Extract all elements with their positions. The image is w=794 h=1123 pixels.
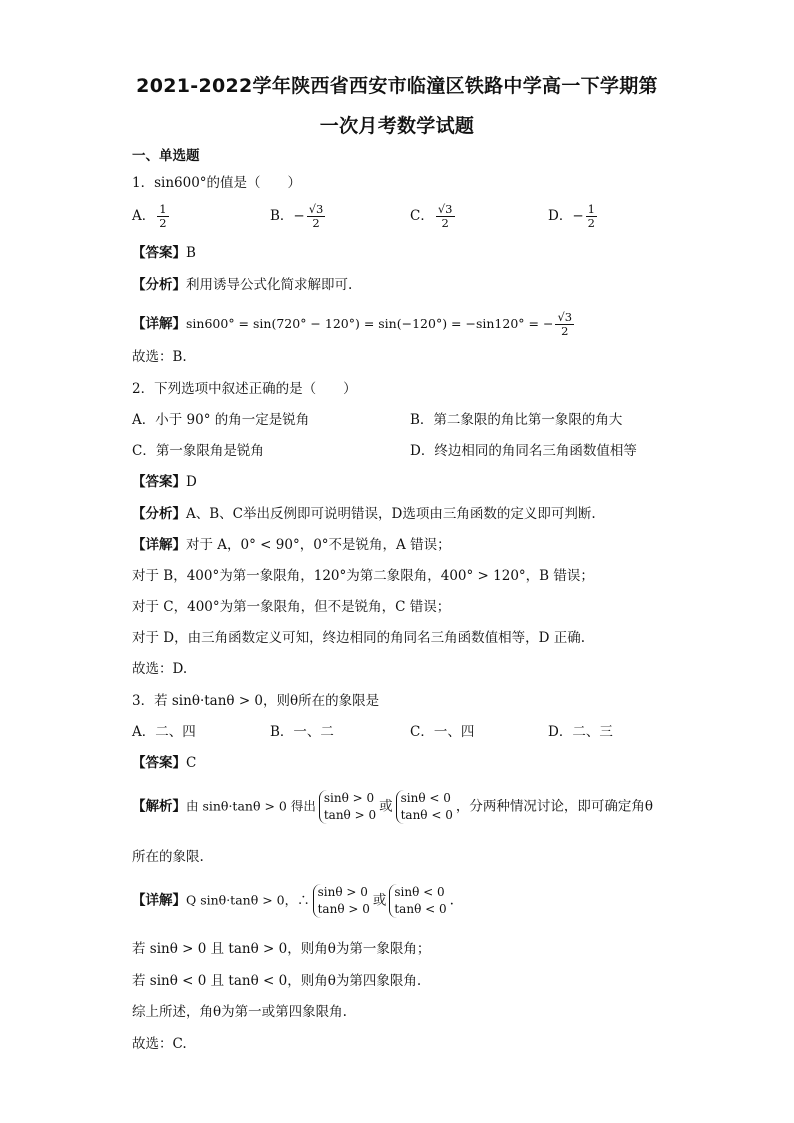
q1-answer bbox=[132, 244, 196, 262]
q2-option-d: D．终边相同的角同名三角函数值相等 bbox=[410, 443, 637, 459]
q1-detail-denominator: 2 bbox=[561, 324, 569, 338]
q3-system1-top: sinθ > 0 bbox=[323, 791, 375, 805]
q3-option-b: B．一、二 bbox=[270, 724, 334, 740]
q3-detail-or: 或 bbox=[372, 892, 387, 909]
q3-system2-top: sinθ < 0 bbox=[400, 791, 451, 805]
q1-option-d-letter: D．− bbox=[548, 208, 584, 224]
q2-option-b: B．第二象限的角比第一象限的角大 bbox=[410, 412, 623, 428]
q1-option-d-denominator: 2 bbox=[587, 216, 595, 230]
q1-option-a-letter: A． bbox=[132, 208, 156, 224]
q2-stem: 2．下列选项中叙述正确的是（ ） bbox=[132, 381, 357, 397]
detail-label: 【详解】 bbox=[132, 892, 186, 909]
q3-detail-system1-bottom: tanθ > 0 bbox=[317, 902, 370, 916]
q1-detail-numerator: √3 bbox=[557, 310, 573, 324]
detail-label: 【详解】 bbox=[132, 537, 186, 553]
q3-detail-system-2 bbox=[389, 884, 446, 918]
q3-answer bbox=[132, 754, 196, 772]
q3-analysis bbox=[132, 790, 653, 824]
q1-analysis bbox=[132, 276, 352, 294]
q1-option-a-numerator: 1 bbox=[159, 202, 167, 216]
q2-detail-line3: 对于 C，400°为第一象限角，但不是锐角，C 错误； bbox=[132, 599, 451, 615]
q2-answer-value: D bbox=[186, 474, 197, 490]
q1-option-d-fraction bbox=[586, 203, 597, 230]
q1-option-c bbox=[410, 203, 457, 230]
q2-detail bbox=[132, 536, 451, 554]
q2-detail-line2: 对于 B，400°为第一象限角，120°为第二象限角，400° > 120°，B 错误； bbox=[132, 568, 594, 584]
q1-detail bbox=[132, 311, 576, 338]
q3-choose-value: C. bbox=[172, 1036, 187, 1052]
q1-option-a-fraction bbox=[157, 203, 168, 230]
q1-answer-value: B bbox=[186, 245, 196, 261]
doc-title-line2: 一次月考数学试题 bbox=[319, 115, 475, 137]
q2-analysis-text: A、B、C举出反例即可说明错误，D选项由三角函数的定义即可判断. bbox=[186, 506, 596, 522]
q3-analysis-system-2 bbox=[396, 790, 453, 824]
q3-detail-system2-top: sinθ < 0 bbox=[394, 885, 445, 899]
q1-option-c-fraction bbox=[436, 203, 455, 230]
answer-label: 【答案】 bbox=[132, 755, 186, 771]
q3-system2-bottom: tanθ < 0 bbox=[400, 808, 453, 822]
detail-label: 【详解】 bbox=[132, 316, 186, 332]
q3-choose bbox=[132, 1035, 187, 1053]
q1-option-d bbox=[548, 203, 599, 230]
section-heading: 一、单选题 bbox=[132, 148, 200, 164]
q1-option-b bbox=[270, 203, 327, 230]
q2-option-a: A．小于 90° 的角一定是锐角 bbox=[132, 412, 310, 428]
q3-detail-system1-top: sinθ > 0 bbox=[317, 885, 368, 899]
q1-option-c-numerator: √3 bbox=[437, 202, 453, 216]
q3-or: 或 bbox=[379, 798, 393, 815]
q3-analysis-line2: 所在的象限. bbox=[132, 849, 204, 865]
choose-label: 故选： bbox=[132, 1036, 173, 1052]
q3-detail bbox=[132, 884, 454, 918]
q2-choose-value: D. bbox=[172, 661, 188, 677]
q3-detail-line3: 综上所述，角θ为第一或第四象限角. bbox=[132, 1004, 347, 1020]
q2-choose bbox=[132, 660, 187, 678]
q3-answer-value: C bbox=[186, 755, 197, 771]
q3-detail-system2-bottom: tanθ < 0 bbox=[394, 902, 447, 916]
answer-label: 【答案】 bbox=[132, 245, 186, 261]
q1-option-d-numerator: 1 bbox=[587, 202, 595, 216]
q2-answer bbox=[132, 473, 197, 491]
q3-system1-bottom: tanθ > 0 bbox=[323, 808, 377, 822]
choose-label: 故选： bbox=[132, 661, 173, 677]
choose-label: 故选： bbox=[132, 349, 173, 365]
q1-option-c-denominator: 2 bbox=[441, 216, 449, 230]
q2-detail-line4: 对于 D，由三角函数定义可知，终边相同的角同名三角函数值相等，D 正确. bbox=[132, 630, 586, 646]
q3-stem: 3．若 sinθ·tanθ > 0，则θ所在的象限是 bbox=[132, 693, 380, 709]
doc-title-line1: 2021-2022学年陕西省西安市临潼区铁路中学高一下学期第 bbox=[136, 75, 658, 97]
q2-detail-line1: 对于 A，0° < 90°，0°不是锐角，A 错误； bbox=[186, 537, 451, 553]
q1-option-b-denominator: 2 bbox=[312, 216, 320, 230]
q3-detail-line1: 若 sinθ > 0 且 tanθ > 0，则角θ为第一象限角； bbox=[132, 941, 431, 957]
q2-option-c: C．第一象限角是锐角 bbox=[132, 443, 264, 459]
q3-analysis-post: ，分两种情况讨论，即可确定角θ bbox=[455, 798, 653, 815]
q1-option-b-numerator: √3 bbox=[308, 202, 324, 216]
q1-detail-expression: sin600° = sin(720° − 120°) = sin(−120°) = −sin120° = − bbox=[186, 316, 554, 331]
q1-analysis-text: 利用诱导公式化简求解即可. bbox=[186, 277, 353, 293]
analysis-label: 【分析】 bbox=[132, 277, 186, 293]
q2-analysis bbox=[132, 505, 596, 523]
q1-option-c-letter: C． bbox=[410, 208, 434, 224]
q1-choose-value: B. bbox=[172, 349, 187, 365]
q3-detail-system-1 bbox=[313, 884, 370, 918]
q3-detail-line2: 若 sinθ < 0 且 tanθ < 0，则角θ为第四象限角. bbox=[132, 973, 422, 989]
q3-detail-end: . bbox=[449, 892, 454, 909]
q3-analysis-pre: 由 sinθ·tanθ > 0 得出 bbox=[186, 798, 316, 814]
q1-option-a-denominator: 2 bbox=[159, 216, 167, 230]
analysis-label: 【解析】 bbox=[132, 798, 186, 815]
q3-analysis-system-1 bbox=[319, 790, 376, 824]
analysis-label: 【分析】 bbox=[132, 506, 186, 522]
q3-detail-pre: Q sinθ·tanθ > 0，∴ bbox=[186, 892, 310, 908]
q3-option-c: C．一、四 bbox=[410, 724, 475, 740]
q1-option-b-fraction bbox=[307, 203, 326, 230]
q3-option-d: D．二、三 bbox=[548, 724, 613, 740]
q1-stem: 1．sin600°的值是（ ） bbox=[132, 175, 302, 191]
q3-option-a: A．二、四 bbox=[132, 724, 196, 740]
q1-option-a bbox=[132, 203, 171, 230]
answer-label: 【答案】 bbox=[132, 474, 186, 490]
q1-detail-fraction bbox=[555, 311, 574, 338]
q1-choose bbox=[132, 348, 187, 366]
q1-option-b-letter: B．− bbox=[270, 208, 305, 224]
